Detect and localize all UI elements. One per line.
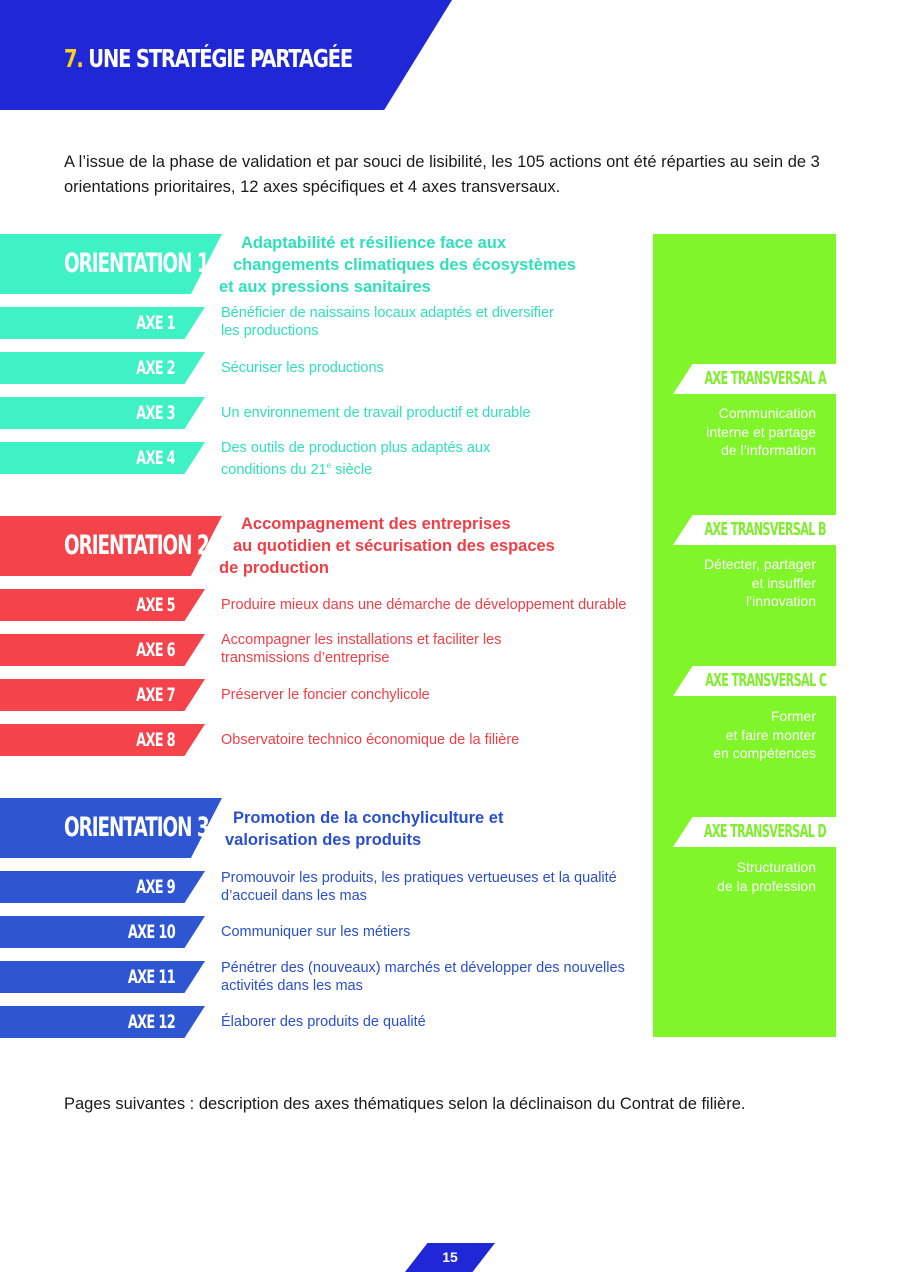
transversal-c-desc-line: et faire monter xyxy=(725,726,816,743)
axe-4-text-sup: e xyxy=(326,461,332,470)
transversal-a-label: AXE TRANSVERSAL A xyxy=(704,368,826,389)
axe-1-text: Bénéficier de naissains locaux adaptés et diversifier les productions xyxy=(221,305,554,339)
transversal-a-desc-line: interne et partage xyxy=(706,423,816,440)
orientation-3-title-line: valorisation des produits xyxy=(225,831,422,849)
transversal-b-desc-line: et insuffler xyxy=(751,574,816,591)
transversal-d-desc xyxy=(656,858,816,895)
axe-12-text: Élaborer des produits de qualité xyxy=(221,1014,426,1030)
axe-2-label: AXE 2 xyxy=(136,357,175,379)
axe-10-label: AXE 10 xyxy=(127,921,175,943)
axe-10-text: Communiquer sur les métiers xyxy=(221,924,411,940)
transversal-a-desc-line: Communication xyxy=(718,405,816,421)
axe-4-text-after: siècle xyxy=(331,461,373,478)
footer-note: Pages suivantes : description des axes thématiques selon la déclinaison du Contrat de filière. xyxy=(64,1095,746,1113)
transversal-c-label: AXE TRANSVERSAL C xyxy=(704,670,826,691)
transversal-b-label: AXE TRANSVERSAL B xyxy=(704,519,826,540)
axe-7-text: Préserver le foncier conchylicole xyxy=(221,687,430,703)
axe-4-text xyxy=(221,439,521,479)
axe-6-text: Accompagner les installations et faciliter les transmissions d’entreprise xyxy=(221,632,502,666)
axe-3-text: Un environnement de travail productif et durable xyxy=(221,405,531,421)
transversal-c-desc-line: Former xyxy=(770,708,816,724)
orientation-3-title-line: Promotion de la conchyliculture et xyxy=(233,809,504,827)
axe-12-label: AXE 12 xyxy=(127,1011,175,1033)
transversal-d-desc-line: de la profession xyxy=(717,877,816,894)
axe-3-label: AXE 3 xyxy=(136,402,175,424)
transversal-c-desc-line: en compétences xyxy=(713,745,816,761)
transversal-a-desc xyxy=(656,404,816,460)
axe-8-text: Observatoire technico économique de la filière xyxy=(221,732,520,748)
page-number: 15 xyxy=(442,1249,458,1265)
axe-11-label: AXE 11 xyxy=(127,966,175,988)
orientation-2-title xyxy=(219,513,555,579)
axe-4-label: AXE 4 xyxy=(136,447,175,469)
orientation-1-title xyxy=(219,232,576,298)
transversal-b-desc-line: l’innovation xyxy=(745,593,816,609)
axe-11-text: Pénétrer des (nouveaux) marchés et développer des nouvelles activités dans les mas xyxy=(221,960,625,994)
transversal-d-desc-line: Structuration xyxy=(736,859,816,875)
transversal-c-desc xyxy=(656,707,816,763)
section-title-text: UNE STRATÉGIE PARTAGÉE xyxy=(88,44,352,73)
axe-6-label: AXE 6 xyxy=(136,639,175,661)
axe-2-text: Sécuriser les productions xyxy=(221,360,384,376)
orientation-1-title-line: Adaptabilité et résilience face aux xyxy=(241,234,507,252)
transversal-a-desc-line: de l’information xyxy=(721,442,816,458)
transversal-b-desc xyxy=(656,555,816,611)
section-number: 7. xyxy=(64,44,83,73)
orientation-1-title-line: et aux pressions sanitaires xyxy=(219,278,431,296)
transversal-panel xyxy=(653,234,836,1037)
orientation-3-label: ORIENTATION 3 xyxy=(64,812,209,843)
orientation-3-title xyxy=(219,807,503,851)
axe-7-label: AXE 7 xyxy=(136,684,175,706)
transversal-b-desc-line: Détecter, partager xyxy=(703,556,816,572)
intro-paragraph: A l’issue de la phase de validation et par souci de lisibilité, les 105 actions ont été réparties au sein de 3 orientations prioritaires, 12 axes spécifiques et 4 axes transversaux. xyxy=(64,153,820,196)
orientation-2-title-line: de production xyxy=(219,559,329,577)
orientation-1-label: ORIENTATION 1 xyxy=(64,248,209,279)
orientation-2-label: ORIENTATION 2 xyxy=(64,530,209,561)
axe-1-label: AXE 1 xyxy=(136,312,175,334)
transversal-d-label: AXE TRANSVERSAL D xyxy=(703,821,826,842)
axe-5-label: AXE 5 xyxy=(136,594,175,616)
orientation-2-title-line: Accompagnement des entreprises xyxy=(241,515,511,533)
axe-9-text: Promouvoir les produits, les pratiques vertueuses et la qualité d’accueil dans les mas xyxy=(221,870,617,904)
section-title xyxy=(64,44,352,73)
axe-8-label: AXE 8 xyxy=(136,729,175,751)
orientation-1-title-line: changements climatiques des écosystèmes xyxy=(233,256,576,274)
axe-9-label: AXE 9 xyxy=(136,876,175,898)
axe-4-text-main: Des outils de production plus adaptés aux conditions du 21 xyxy=(221,440,491,478)
orientation-2-title-line: au quotidien et sécurisation des espaces xyxy=(233,537,555,555)
axe-5-text: Produire mieux dans une démarche de développement durable xyxy=(221,597,627,613)
